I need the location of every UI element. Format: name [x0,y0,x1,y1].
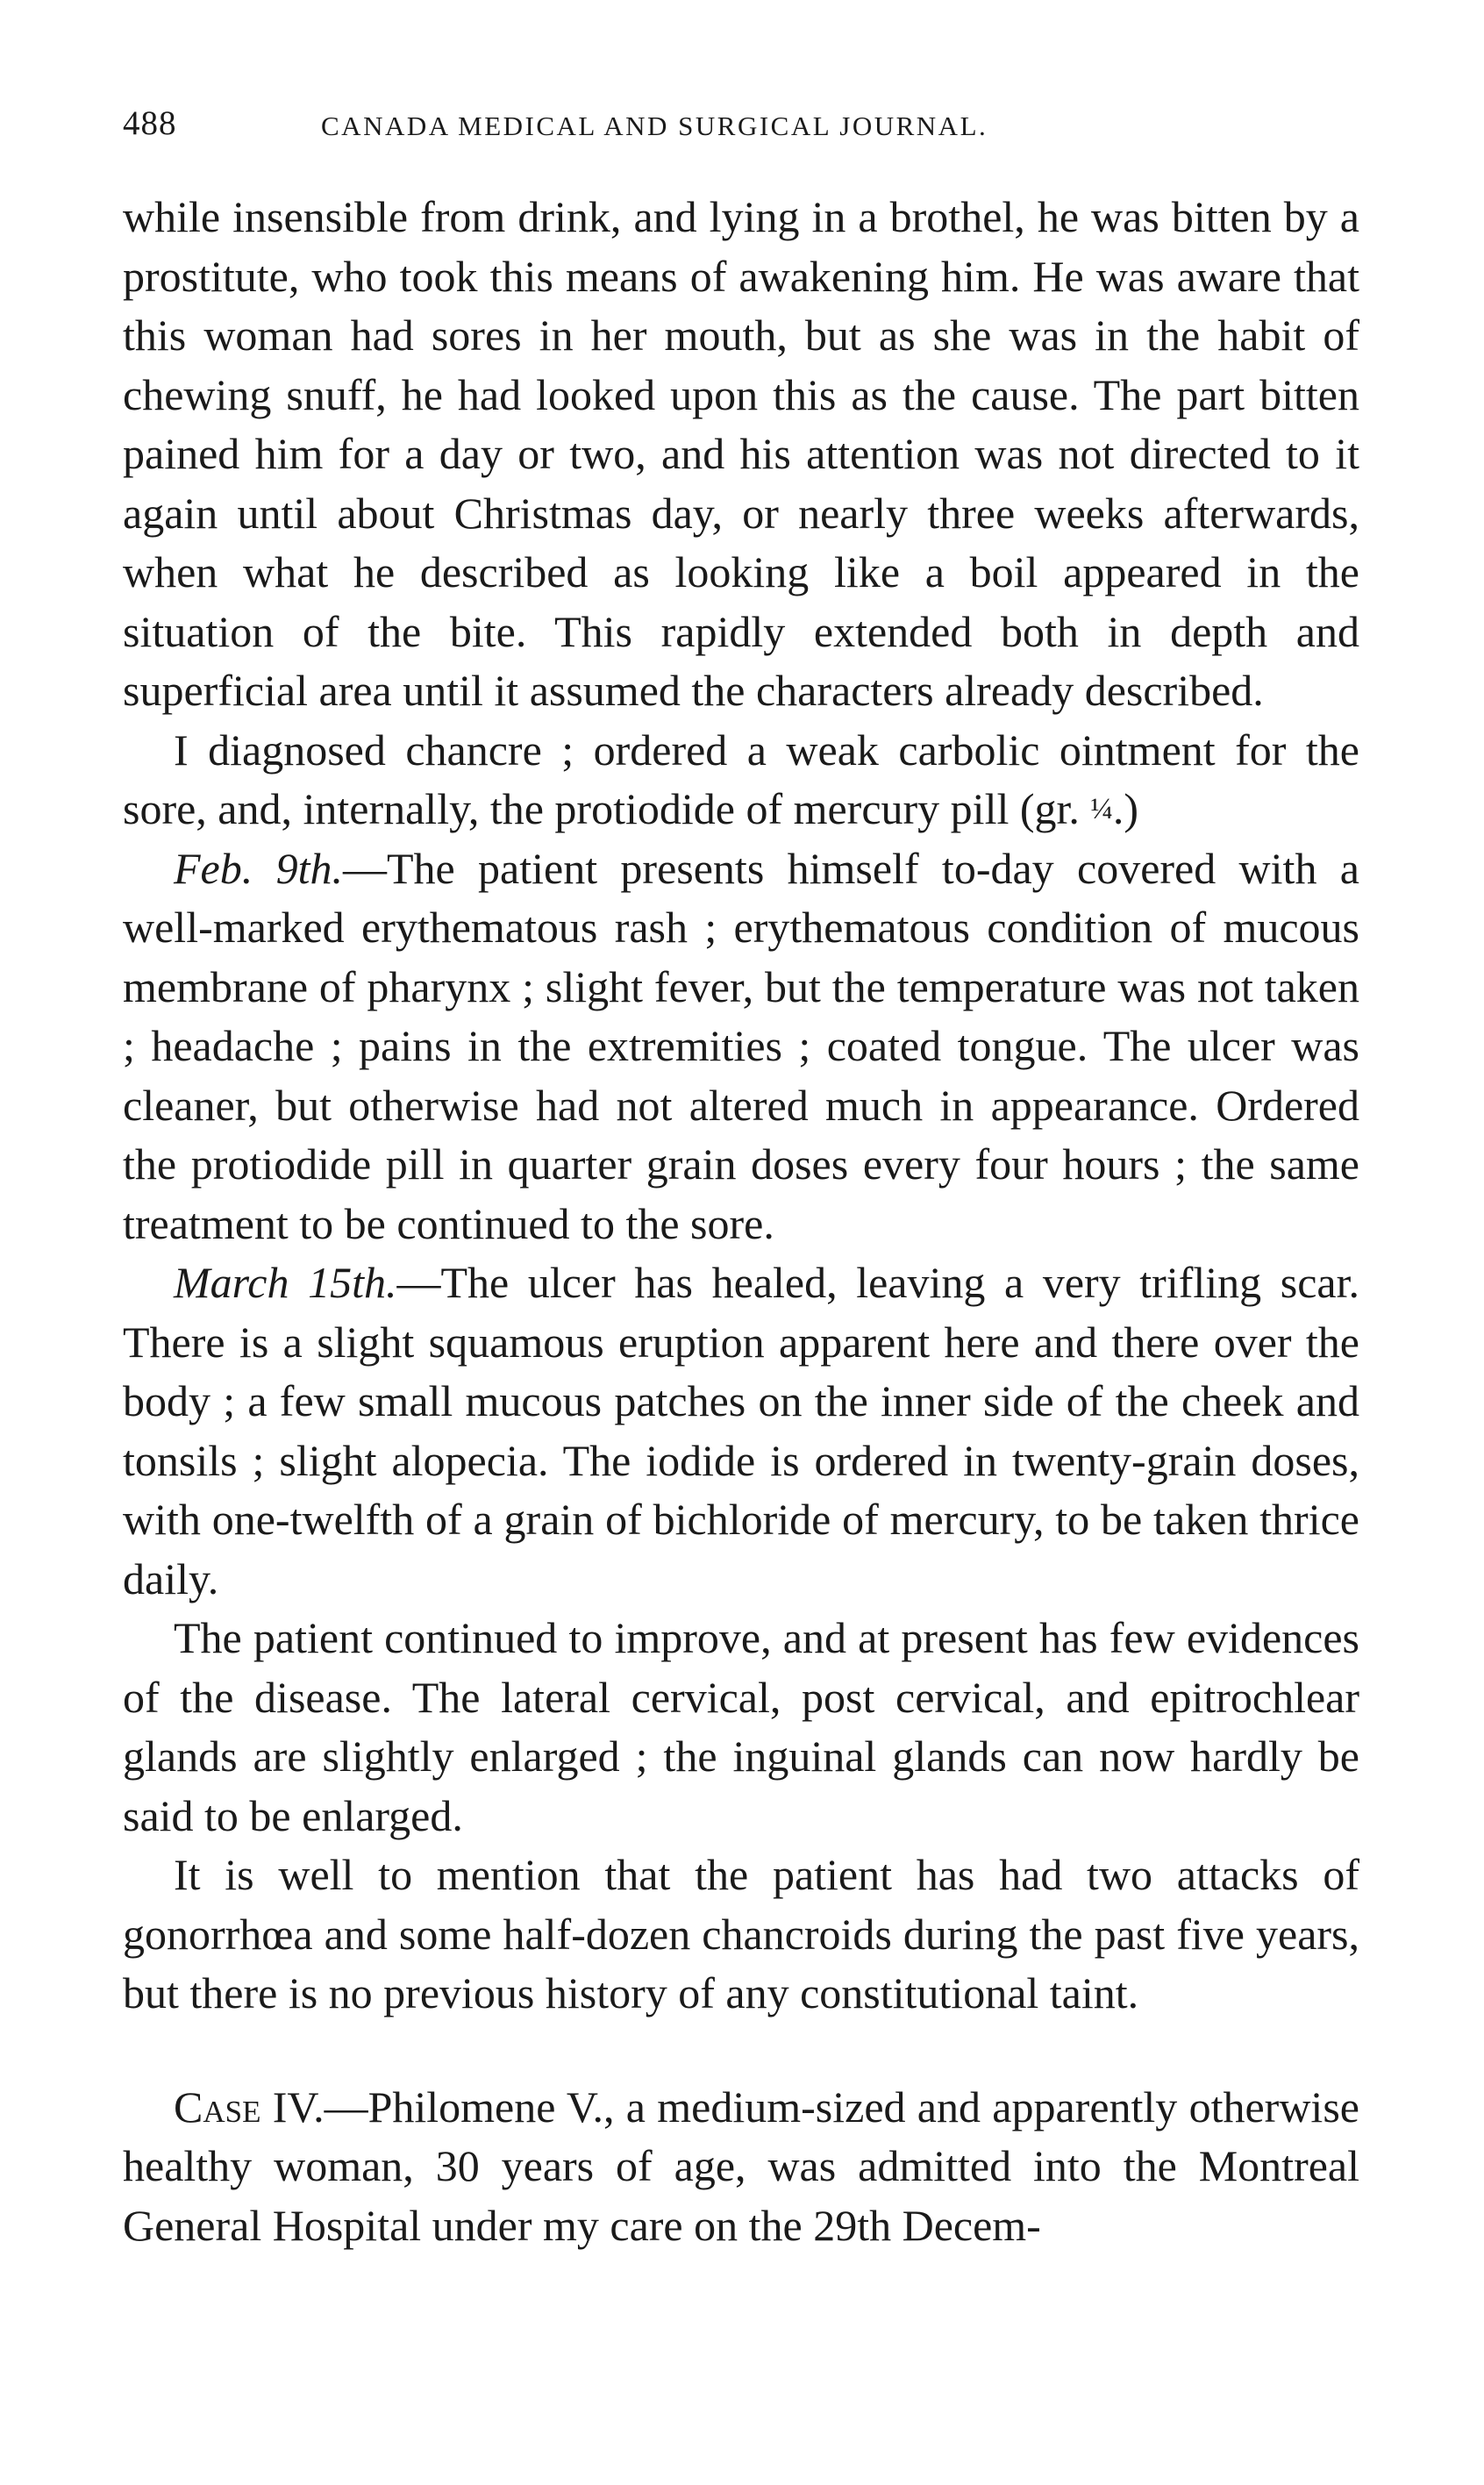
diagnosis-text-end: .) [1112,784,1139,833]
page-number: 488 [123,104,177,142]
paragraph-diagnosis [123,721,1359,839]
case-iv-text: —Philomene V., a medium-sized and apparently otherwise healthy woman, 30 years of age, was admitted into the Montreal General Hospital under my care on the 29th Decem- [123,2082,1359,2250]
diagnosis-text: I diagnosed chancre ; ordered a weak carbolic ointment for the sore, and, internally, the protiodide of mercury pill (gr. [123,725,1359,833]
entry-text-march-15: —The ulcer has healed, leaving a very trifling scar. There is a slight squamous eruption apparent here and there over the body ; a few small mucous patches on the inner side of the cheek and tonsils ; slight alopecia. The iodide is ordered in twenty-grain doses, with one-twelfth of a grain of bichloride of mercury, to be taken thrice daily. [123,1258,1359,1603]
entry-text-feb-9: —The patient presents himself to-day covered with a well-marked erythematous rash ; erythematous condition of mucous membrane of pharynx ; slight fever, but the temperature was not taken ; headache ; pains in the extremities ; coated tongue. The ulcer was cleaner, but otherwise had not altered much in appearance. Ordered the protiodide pill in quarter grain doses every four hours ; the same treatment to be continued to the sore. [123,843,1359,1248]
paragraph-case-iv [123,2078,1359,2256]
journal-page [123,88,1359,2255]
paragraph-improvement: The patient continued to improve, and at present has few evidences of the disease. The lateral cervical, post cervical, and epitrochlear glands are slightly enlarged ; the inguinal glands can now hardly be said to be enlarged. [123,1613,1359,1840]
paragraph-march-15 [123,1253,1359,1609]
entry-date-feb-9: Feb. 9th. [174,843,343,893]
journal-title: CANADA MEDICAL AND SURGICAL JOURNAL. [321,111,988,141]
running-head [123,88,1359,149]
dose-fraction: ¼ [1090,793,1113,825]
entry-date-march-15: March 15th. [174,1258,397,1307]
paragraph-feb-9 [123,839,1359,1254]
paragraph-history-note: It is well to mention that the patient has had two attacks of gonorrhœa and some half-dozen chancroids during the past five years, but there is no previous history of any constitutional taint. [123,1850,1359,2017]
paragraph-continued-history: while insensible from drink, and lying in a brothel, he was bitten by a prostitute, who took this means of awakening him. He was aware that this woman had sores in her mouth, but as she was in the habit of chewing snuff, he had looked upon this as the cause. The part bitten pained him for a day or two, and his attention was not directed to it again until about Christmas day, or nearly three weeks afterwards, when what he described as looking like a boil appeared in the situation of the bite. This rapidly extended both in depth and superficial area until it assumed the characters already described. [123,192,1359,715]
article-body [123,188,1359,2255]
case-label: Case IV. [174,2082,325,2132]
